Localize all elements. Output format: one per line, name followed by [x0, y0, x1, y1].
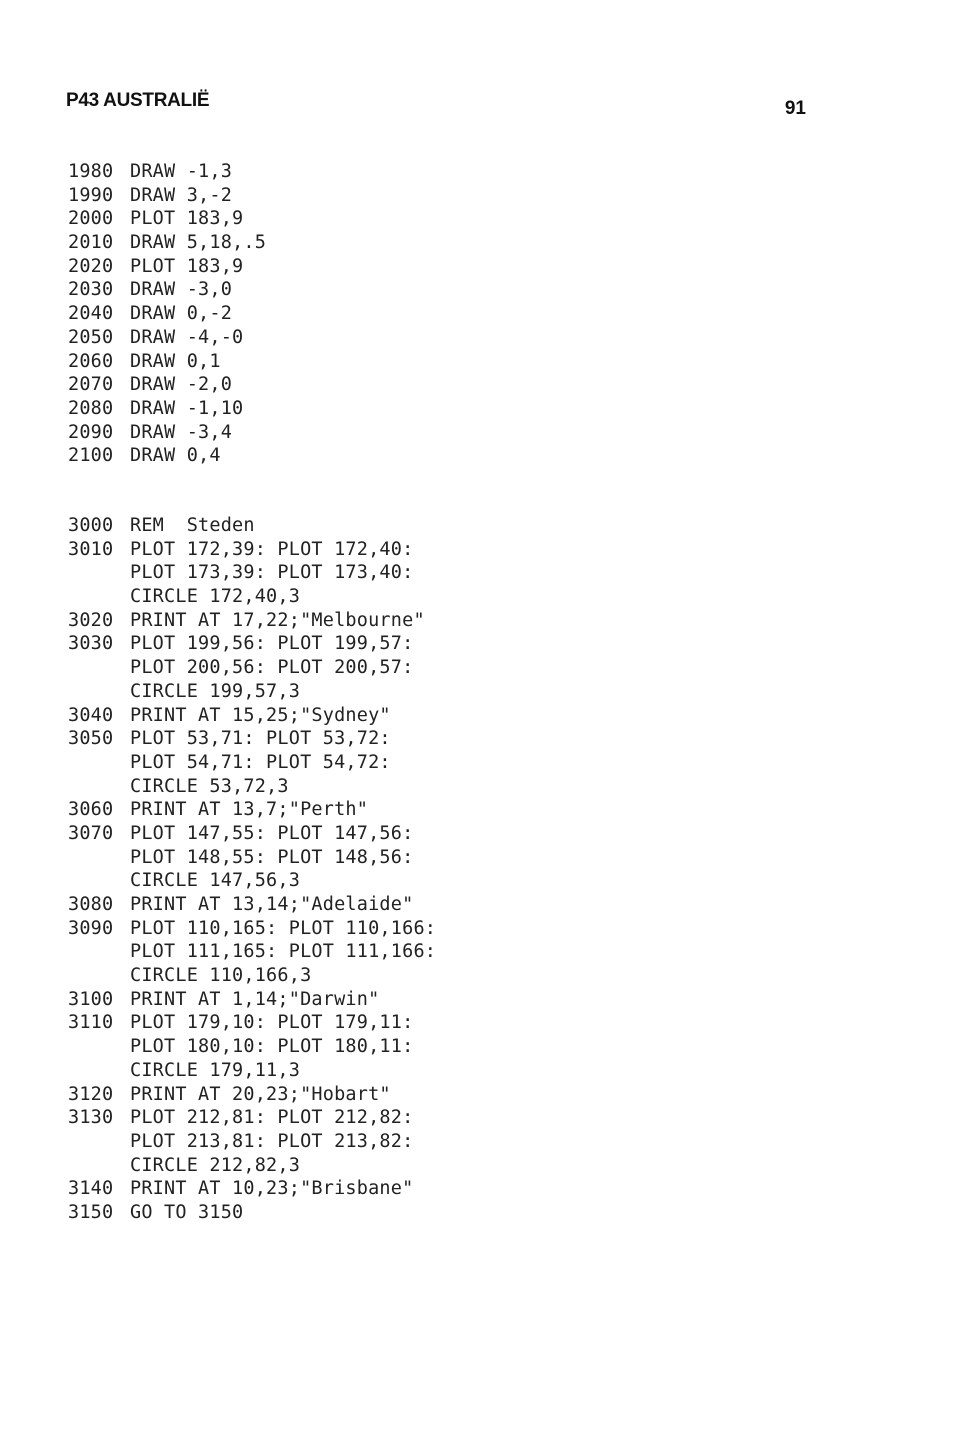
code-statement: PLOT 179,10: PLOT 179,11: — [130, 1012, 414, 1034]
line-number: 2050 — [68, 326, 114, 348]
code-statement: CIRCLE 199,57,3 — [130, 680, 301, 702]
line-number: 2060 — [68, 350, 114, 372]
line-number: 1990 — [68, 184, 114, 206]
line-number: 3130 — [68, 1107, 114, 1129]
code-statement: PLOT 199,56: PLOT 199,57: — [130, 633, 414, 655]
line-number: 2010 — [68, 232, 114, 254]
code-line — [68, 350, 668, 374]
code-statement: PLOT 111,165: PLOT 111,166: — [130, 941, 437, 963]
line-number: 2090 — [68, 421, 114, 443]
code-statement: PLOT 173,39: PLOT 173,40: — [130, 562, 414, 584]
code-statement: PLOT 183,9 — [130, 208, 244, 230]
line-number: 1980 — [68, 161, 114, 182]
line-number: 2020 — [68, 255, 114, 277]
code-statement: PLOT 54,71: PLOT 54,72: — [130, 751, 391, 773]
line-number: 3100 — [68, 988, 114, 1010]
code-statement: REM Steden — [130, 515, 255, 536]
code-statement: CIRCLE 212,82,3 — [130, 1154, 301, 1176]
code-line — [68, 822, 668, 846]
code-line — [68, 917, 668, 941]
code-line — [68, 893, 668, 917]
code-statement: DRAW 3,-2 — [130, 184, 233, 206]
code-line — [68, 846, 668, 870]
code-line — [68, 1154, 668, 1178]
code-statement: CIRCLE 53,72,3 — [130, 775, 289, 797]
line-number: 3140 — [68, 1178, 114, 1200]
line-number: 3070 — [68, 822, 114, 844]
code-statement: DRAW 0,-2 — [130, 303, 233, 325]
code-line — [68, 373, 668, 397]
line-number: 3050 — [68, 728, 114, 750]
code-statement: PRINT AT 13,14;"Adelaide" — [130, 894, 414, 915]
line-number: 3150 — [68, 1201, 114, 1223]
line-number: 3040 — [68, 704, 114, 726]
line-number: 3090 — [68, 917, 114, 939]
code-line — [68, 680, 668, 704]
code-line — [68, 1035, 668, 1059]
code-statement: PLOT 200,56: PLOT 200,57: — [130, 657, 414, 679]
code-statement: PRINT AT 1,14;"Darwin" — [130, 988, 380, 1010]
code-statement: PLOT 183,9 — [130, 255, 244, 277]
code-statement: DRAW 0,4 — [130, 445, 221, 467]
code-statement: PRINT AT 13,7;"Perth" — [130, 799, 369, 821]
code-line — [68, 444, 668, 468]
program-listing-steden — [68, 514, 668, 1225]
code-statement: PLOT 172,39: PLOT 172,40: — [130, 538, 414, 560]
code-statement: CIRCLE 172,40,3 — [130, 586, 301, 608]
line-number: 3020 — [68, 609, 114, 631]
program-listing-draw — [68, 160, 668, 468]
line-number: 2100 — [68, 445, 114, 467]
code-statement: PRINT AT 20,23;"Hobart" — [130, 1083, 391, 1105]
line-number: 3110 — [68, 1012, 114, 1034]
code-line — [68, 585, 668, 609]
code-line — [68, 798, 668, 822]
code-line — [68, 1177, 668, 1201]
code-statement: DRAW -3,0 — [130, 279, 233, 301]
code-statement: DRAW -3,4 — [130, 421, 233, 443]
code-statement: DRAW -1,10 — [130, 397, 244, 419]
code-line — [68, 869, 668, 893]
code-statement: DRAW -1,3 — [130, 161, 233, 182]
code-line — [68, 160, 668, 184]
code-statement: GO TO 3150 — [130, 1201, 244, 1223]
code-line — [68, 609, 668, 633]
code-statement: DRAW -2,0 — [130, 374, 233, 396]
code-line — [68, 255, 668, 279]
code-statement: PRINT AT 17,22;"Melbourne" — [130, 609, 425, 631]
code-line — [68, 704, 668, 728]
code-statement: PRINT AT 10,23;"Brisbane" — [130, 1178, 414, 1200]
code-line — [68, 1059, 668, 1083]
line-number: 2000 — [68, 208, 114, 230]
code-line — [68, 775, 668, 799]
code-statement: PLOT 148,55: PLOT 148,56: — [130, 846, 414, 868]
code-line — [68, 727, 668, 751]
code-line — [68, 1106, 668, 1130]
code-statement: CIRCLE 179,11,3 — [130, 1059, 301, 1081]
code-statement: PLOT 212,81: PLOT 212,82: — [130, 1107, 414, 1129]
code-statement: DRAW -4,-0 — [130, 326, 244, 348]
line-number: 3000 — [68, 515, 114, 536]
code-line — [68, 964, 668, 988]
code-line — [68, 302, 668, 326]
code-statement: PLOT 213,81: PLOT 213,82: — [130, 1130, 414, 1152]
page-header — [66, 88, 826, 128]
code-line — [68, 326, 668, 350]
code-line — [68, 1130, 668, 1154]
code-line — [68, 1011, 668, 1035]
code-line — [68, 231, 668, 255]
line-number: 3080 — [68, 894, 114, 915]
code-statement: PLOT 110,165: PLOT 110,166: — [130, 917, 437, 939]
line-number: 2080 — [68, 397, 114, 419]
code-line — [68, 561, 668, 585]
code-line — [68, 184, 668, 208]
code-line — [68, 278, 668, 302]
code-statement: CIRCLE 147,56,3 — [130, 870, 301, 892]
code-line — [68, 988, 668, 1012]
page-title: P43 AUSTRALIË — [66, 90, 210, 111]
code-line — [68, 632, 668, 656]
page-number: 91 — [784, 98, 806, 119]
code-statement: PRINT AT 15,25;"Sydney" — [130, 704, 391, 726]
code-statement: CIRCLE 110,166,3 — [130, 965, 312, 987]
code-line — [68, 207, 668, 231]
code-statement: PLOT 53,71: PLOT 53,72: — [130, 728, 391, 750]
code-line — [68, 538, 668, 562]
line-number: 3120 — [68, 1083, 114, 1105]
code-statement: DRAW 0,1 — [130, 350, 221, 372]
code-line — [68, 397, 668, 421]
line-number: 2030 — [68, 279, 114, 301]
code-statement: DRAW 5,18,.5 — [130, 232, 267, 254]
code-line — [68, 1083, 668, 1107]
code-statement: PLOT 147,55: PLOT 147,56: — [130, 822, 414, 844]
line-number: 3030 — [68, 633, 114, 655]
code-line — [68, 514, 668, 538]
code-statement: PLOT 180,10: PLOT 180,11: — [130, 1036, 414, 1058]
code-line — [68, 1201, 668, 1225]
line-number: 3060 — [68, 799, 114, 821]
code-line — [68, 940, 668, 964]
line-number: 2040 — [68, 303, 114, 325]
code-line — [68, 751, 668, 775]
line-number: 3010 — [68, 538, 114, 560]
line-number: 2070 — [68, 374, 114, 396]
code-line — [68, 656, 668, 680]
code-line — [68, 421, 668, 445]
